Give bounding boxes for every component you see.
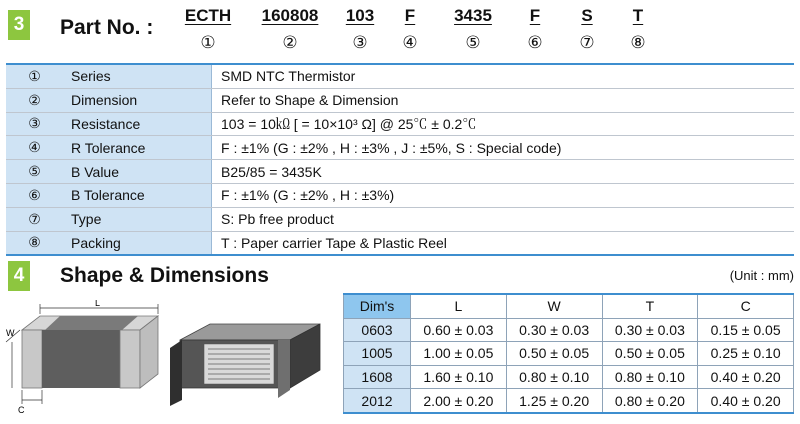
spec-value: SMD NTC Thermistor [212,64,795,88]
chip-top-body [45,316,138,330]
section-4-badge: 4 [8,261,30,291]
spec-value: T : Paper carrier Tape & Plastic Reel [212,231,795,255]
chip-right-terminal [120,330,140,388]
spec-row [6,207,794,231]
part-code-packing-num: ⑧ [630,33,646,52]
part-code-b-value: 3435 [454,6,492,25]
part-code-series: ECTH [184,6,232,25]
chip-left-terminal [22,330,42,388]
part-code-resistance: 103 [345,6,375,25]
part-code-packing: T [632,6,644,25]
spec-num: ⑧ [6,231,63,255]
part-code-type: S [581,6,593,25]
spec-num: ① [6,64,63,88]
dim-header-w: W [506,294,602,318]
spec-name: Type [63,207,212,231]
spec-name: Dimension [63,88,212,112]
dim-c: 0.40 ± 0.20 [698,365,794,389]
table-row [344,365,794,389]
spec-row [6,160,794,184]
part-code-b-tolerance-num: ⑥ [527,33,543,52]
dim-label-w: W [6,328,15,338]
cutaway-right-terminal [278,340,290,398]
spec-value: S: Pb free product [212,207,795,231]
dim-size: 1005 [344,342,411,366]
table-row [344,389,794,413]
dim-label-c: C [18,405,25,415]
spec-name: Packing [63,231,212,255]
part-code-resistance-num: ③ [352,33,368,52]
dim-w: 1.25 ± 0.20 [506,389,602,413]
spec-num: ④ [6,136,63,160]
spec-num: ② [6,88,63,112]
part-code-b-tolerance: F [529,6,541,25]
dim-w: 0.30 ± 0.03 [506,318,602,342]
spec-name: Resistance [63,112,212,136]
dim-label-l: L [95,300,101,308]
spec-num: ⑥ [6,183,63,207]
dim-header-row [344,294,794,318]
spec-name: B Value [63,160,212,184]
spec-value: B25/85 = 3435K [212,160,795,184]
dim-size: 1608 [344,365,411,389]
table-row [344,342,794,366]
part-code-type-num: ⑦ [579,33,595,52]
dim-size: 0603 [344,318,411,342]
spec-row [6,183,794,207]
dim-w: 0.50 ± 0.05 [506,342,602,366]
spec-value: 103 = 10㏀ [ = 10×10³ Ω] @ 25℃ ± 0.2℃ [212,112,795,136]
spec-num: ⑦ [6,207,63,231]
dim-t: 0.80 ± 0.20 [602,389,698,413]
dim-l: 1.60 ± 0.10 [411,365,507,389]
part-number-spec-table [6,63,794,256]
dim-l: 0.60 ± 0.03 [411,318,507,342]
part-code-series-num: ① [200,33,216,52]
dim-header-l: L [411,294,507,318]
spec-name: B Tolerance [63,183,212,207]
spec-row [6,136,794,160]
dim-l: 1.00 ± 0.05 [411,342,507,366]
spec-value: F : ±1% (G : ±2% , H : ±3%) [212,183,795,207]
part-code-r-tolerance-num: ④ [402,33,418,52]
dim-t: 0.50 ± 0.05 [602,342,698,366]
part-code-dimension-num: ② [282,33,298,52]
spec-num: ③ [6,112,63,136]
spec-value: Refer to Shape & Dimension [212,88,795,112]
dim-l: 2.00 ± 0.20 [411,389,507,413]
dim-header-c: C [698,294,794,318]
cutaway-layers [208,349,270,379]
spec-name: Series [63,64,212,88]
dim-t: 0.80 ± 0.10 [602,365,698,389]
chip-body [42,330,120,388]
spec-name: R Tolerance [63,136,212,160]
table-row [344,318,794,342]
chip-dimension-drawing [0,300,165,420]
spec-row [6,64,794,88]
dimension-table [343,293,794,414]
section-3-badge: 3 [8,10,30,40]
dim-header-dims: Dim's [344,294,411,318]
dim-header-t: T [602,294,698,318]
spec-num: ⑤ [6,160,63,184]
spec-row [6,231,794,255]
unit-label: (Unit : mm) [729,268,794,283]
cutaway-left-terminal [170,340,182,406]
part-code-r-tolerance: F [404,6,416,25]
dim-c: 0.40 ± 0.20 [698,389,794,413]
dim-c: 0.15 ± 0.05 [698,318,794,342]
dim-w: 0.80 ± 0.10 [506,365,602,389]
spec-row [6,112,794,136]
chip-cutaway-drawing [170,318,330,408]
part-code-b-value-num: ⑤ [465,33,481,52]
spec-row [6,88,794,112]
dim-size: 2012 [344,389,411,413]
spec-value: F : ±1% (G : ±2% , H : ±3% , J : ±5%, S : Special code) [212,136,795,160]
shape-dimensions-title: Shape & Dimensions [60,264,269,287]
part-code-dimension: 160808 [261,6,319,25]
part-no-title: Part No. : [60,16,154,39]
dim-t: 0.30 ± 0.03 [602,318,698,342]
dim-c: 0.25 ± 0.10 [698,342,794,366]
